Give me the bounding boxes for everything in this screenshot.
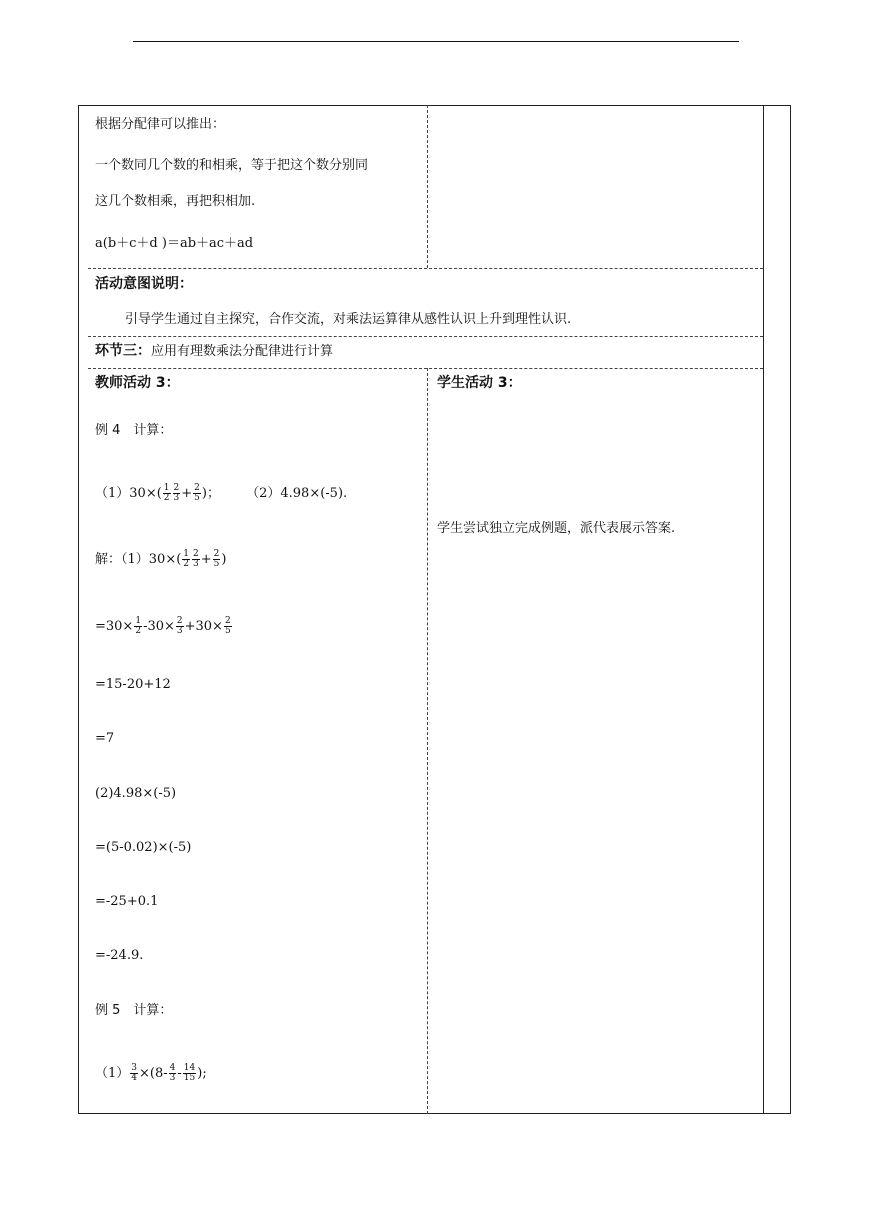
fraction-2-3: $\frac{2}{3}$ (173, 483, 180, 503)
solution-line: 解：（1）30×( $\frac{1}{2}$ $\frac{2}{3}$ + $\frac{2}{5}$ ) (95, 549, 227, 569)
distributive-rule-line1: 一个数同几个数的和相乘，等于把这个数分别同 (95, 158, 369, 173)
sol-suffix: ) (221, 552, 227, 567)
fraction-2-5: $\frac{2}{5}$ (194, 483, 200, 503)
fraction-14-15: $\frac{14}{15}$ (183, 1063, 196, 1083)
sol-prefix: 解：（1）30×( (95, 552, 182, 567)
example4-problems: （1）30×( $\frac{1}{2}$ $\frac{2}{3}$ + $\frac{2}{5}$ )； （2）4.98×(-5). (95, 483, 348, 503)
fraction-2-5: $\frac{2}{5}$ (213, 549, 220, 569)
fraction-2-3: $\frac{2}{3}$ (193, 549, 199, 569)
distributive-intro: 根据分配律可以推出： (95, 117, 226, 132)
fraction-2-3: $\frac{2}{3}$ (176, 616, 183, 636)
solution-step7: =-24.9. (95, 948, 144, 963)
fraction-1-2: $\frac{1}{2}$ (183, 549, 190, 569)
student-activity-text: 学生尝试独立完成例题，派代表展示答案. (437, 521, 676, 536)
column-divider-top (427, 105, 428, 268)
distributive-rule-line2: 这几个数相乘，再把积相加. (95, 194, 256, 209)
student-activity-title: 学生活动 3： (437, 375, 522, 391)
teacher-activity-title: 教师活动 3： (95, 375, 180, 391)
solution-step4: (2)4.98×(-5) (95, 786, 177, 801)
fraction-1-2: $\frac{1}{2}$ (135, 616, 142, 636)
fraction-2-5: $\frac{2}{5}$ (224, 616, 231, 636)
table-right-border (763, 105, 764, 1114)
solution-step3: =7 (95, 731, 115, 746)
intent-title: 活动意图说明： (95, 276, 193, 292)
row-divider-activities (88, 368, 763, 369)
solution-step6: =-25+0.1 (95, 894, 159, 909)
section-heading (95, 342, 333, 361)
ex4-p2: （2）4.98×(-5). (246, 486, 348, 501)
solution-step1: =30× $\frac{1}{2}$ -30× $\frac{2}{3}$ +30× $\frac{2}{5}$ (95, 616, 231, 636)
example4-title: 例 4 计算： (95, 423, 173, 438)
row-divider-section (88, 336, 763, 337)
fraction-3-4: $\frac{3}{4}$ (131, 1063, 138, 1083)
distributive-formula: a(b＋c＋d )＝ab＋ac＋ad (95, 236, 254, 251)
section-label: 环节三： (95, 343, 151, 359)
intent-text: 引导学生通过自主探究，合作交流，对乘法运算律从感性认识上升到理性认识. (125, 312, 572, 327)
row-divider-intent (88, 268, 763, 269)
fraction-4-3: $\frac{4}{3}$ (169, 1063, 176, 1083)
ex4-p1-prefix: （1）30×( (95, 486, 162, 501)
ex4-p1-suffix: )； (201, 486, 220, 501)
example5-problem1: （1） $\frac{3}{4}$ ×(8- $\frac{4}{3}$ - $\frac{14}{15}$ ); (95, 1063, 207, 1083)
example5-title: 例 5 计算： (95, 1003, 173, 1018)
lesson-table (78, 105, 791, 1114)
column-divider-bottom (427, 368, 428, 1114)
solution-step2: =15-20+12 (95, 677, 171, 692)
page-header-rule (133, 41, 739, 42)
fraction-1-2: $\frac{1}{2}$ (163, 483, 170, 503)
section-text: 应用有理数乘法分配律进行计算 (151, 344, 334, 359)
solution-step5: =(5-0.02)×(-5) (95, 840, 192, 855)
